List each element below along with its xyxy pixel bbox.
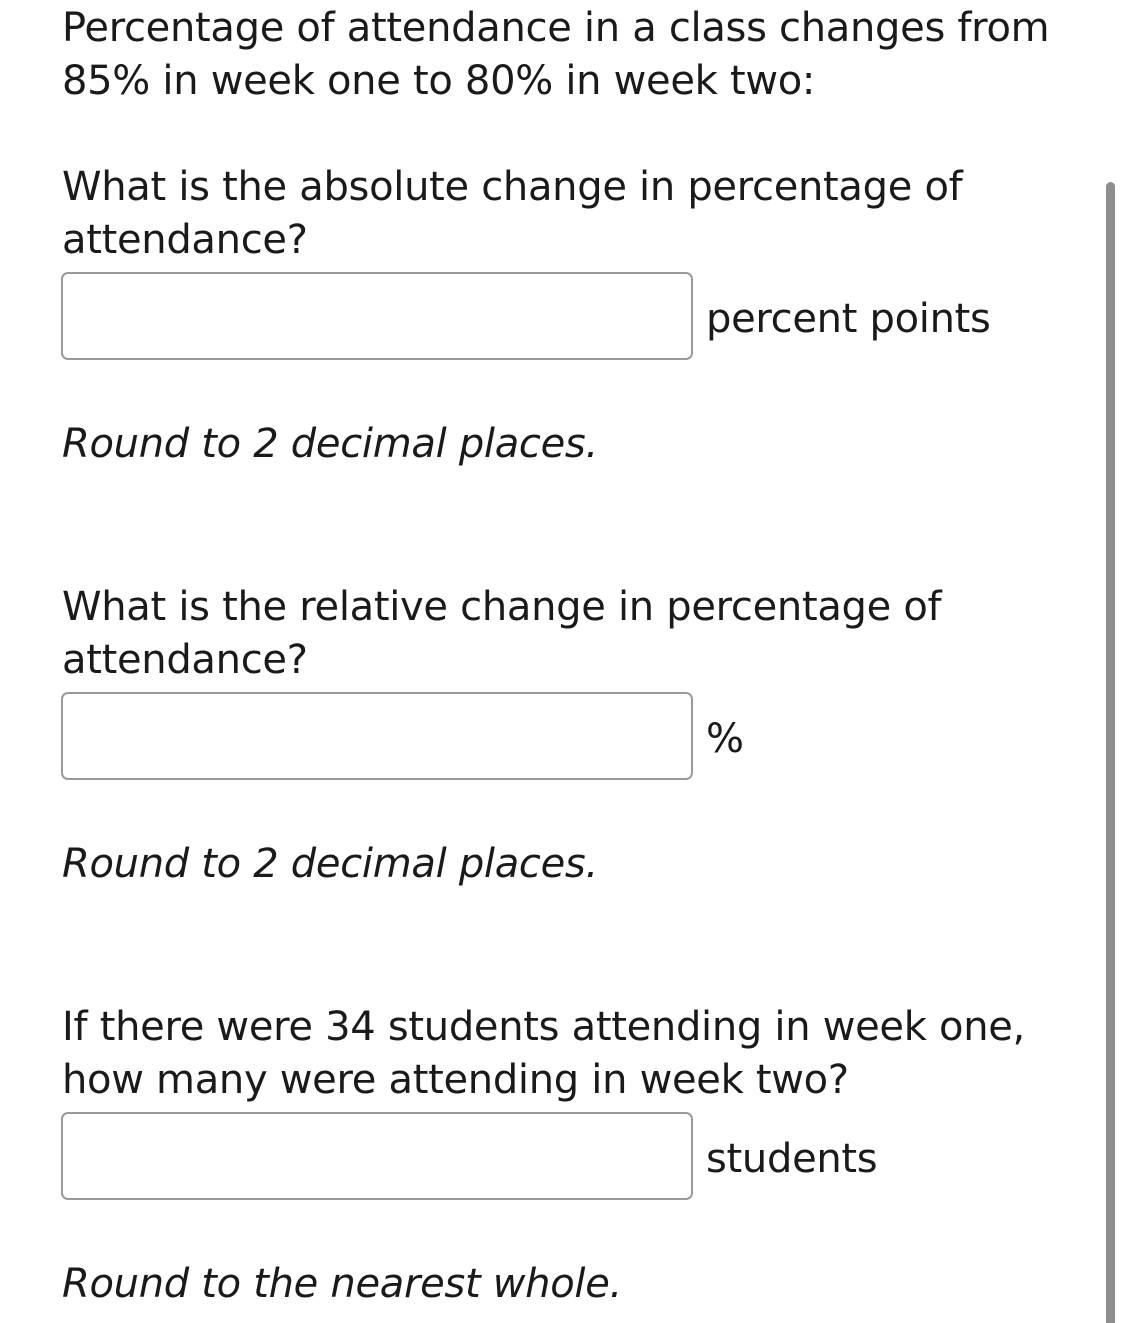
vertical-scrollbar[interactable]	[1106, 182, 1115, 1323]
question-1-hint: Round to 2 decimal places.	[62, 421, 598, 467]
absolute-change-input[interactable]	[61, 272, 693, 360]
students-unit: students	[706, 1136, 878, 1182]
question-3-prompt: If there were 34 students attending in week one, how many were attending in week two?	[62, 1004, 1025, 1103]
relative-change-unit: %	[706, 716, 744, 762]
absolute-change-unit: percent points	[706, 296, 991, 342]
relative-change-input[interactable]	[61, 692, 693, 780]
question-2-hint: Round to 2 decimal places.	[62, 841, 598, 887]
question-3-hint: Round to the nearest whole.	[62, 1261, 622, 1307]
question-1-prompt: What is the absolute change in percentage of attendance?	[62, 164, 963, 263]
question-2-prompt: What is the relative change in percentage of attendance?	[62, 584, 942, 683]
problem-statement: Percentage of attendance in a class changes from 85% in week one to 80% in week two:	[62, 5, 1050, 104]
students-week-two-input[interactable]	[61, 1112, 693, 1200]
